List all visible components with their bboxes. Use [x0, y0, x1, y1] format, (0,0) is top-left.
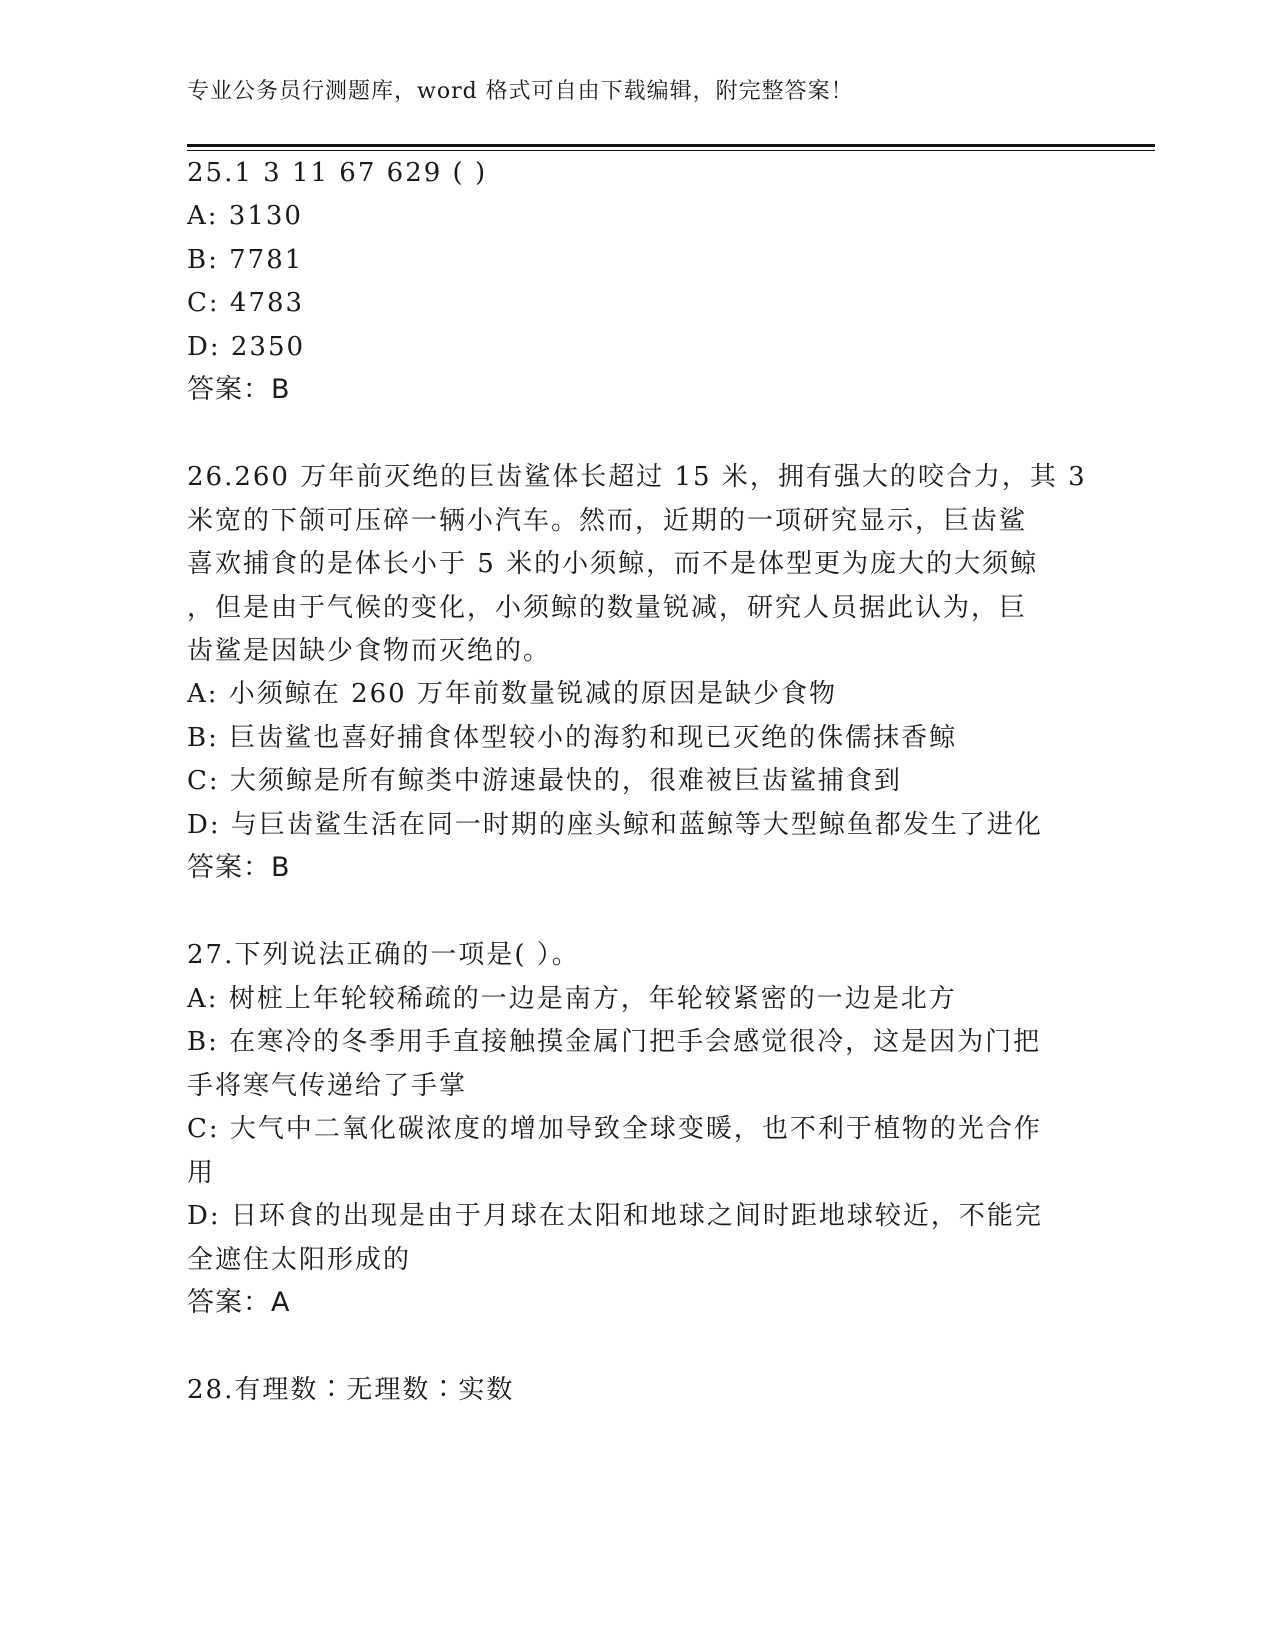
page-header: 专业公务员行测题库，word 格式可自由下载编辑，附完整答案！ [187, 79, 854, 104]
question-27-option-b-line-1: B: 在寒冷的冬季用手直接触摸金属门把手会感觉很冷，这是因为门把 [187, 1027, 1042, 1057]
question-26-stem-line-2: 米宽的下颌可压碎一辆小汽车。然而，近期的一项研究显示，巨齿鲨 [187, 506, 1028, 536]
question-26-stem-line-5: 齿鲨是因缺少食物而灭绝的。 [187, 636, 552, 666]
header-rule-thin [187, 150, 1155, 151]
question-27-option-d-line-1: D: 日环食的出现是由于月球在太阳和地球之间时距地球较近，不能完 [187, 1201, 1043, 1231]
question-26-option-c: C: 大须鲸是所有鲸类中游速最快的，很难被巨齿鲨捕食到 [187, 766, 902, 796]
question-25-option-a: A: 3130 [187, 201, 303, 231]
question-26-option-a: A: 小须鲸在 260 万年前数量锐减的原因是缺少食物 [187, 679, 837, 709]
question-25-answer: 答案：B [187, 374, 291, 405]
question-27-stem: 27.下列说法正确的一项是( ）。 [187, 940, 580, 970]
question-27-option-b-line-2: 手将寒气传递给了手掌 [187, 1071, 468, 1101]
header-rule-thick [187, 144, 1155, 147]
question-25-stem: 25.1 3 11 67 629 ( ) [187, 158, 488, 188]
question-26-stem-line-1: 26.260 万年前灭绝的巨齿鲨体长超过 15 米，拥有强大的咬合力，其 3 [187, 462, 1087, 492]
question-26-answer: 答案：B [187, 852, 291, 883]
question-28-stem: 28.有理数∶无理数∶实数 [187, 1375, 515, 1405]
question-25-option-c: C: 4783 [187, 288, 305, 318]
question-27-option-c-line-2: 用 [187, 1158, 216, 1188]
question-26-stem-line-3: 喜欢捕食的是体长小于 5 米的小须鲸，而不是体型更为庞大的大须鲸 [187, 549, 1039, 579]
question-26-stem-line-4: ，但是由于气候的变化，小须鲸的数量锐减，研究人员据此认为，巨 [187, 593, 1028, 623]
question-27-answer: 答案：A [187, 1287, 291, 1318]
question-27-option-c-line-1: C: 大气中二氧化碳浓度的增加导致全球变暖，也不利于植物的光合作 [187, 1114, 1042, 1144]
question-25-option-b: B: 7781 [187, 245, 304, 275]
question-27-option-d-line-2: 全遮住太阳形成的 [187, 1245, 412, 1275]
question-25-option-d: D: 2350 [187, 332, 306, 362]
question-27-option-a: A: 树桩上年轮较稀疏的一边是南方，年轮较紧密的一边是北方 [187, 984, 957, 1014]
question-26-option-d: D: 与巨齿鲨生活在同一时期的座头鲸和蓝鲸等大型鲸鱼都发生了进化 [187, 810, 1043, 840]
question-26-option-b: B: 巨齿鲨也喜好捕食体型较小的海豹和现已灭绝的侏儒抹香鲸 [187, 723, 958, 753]
